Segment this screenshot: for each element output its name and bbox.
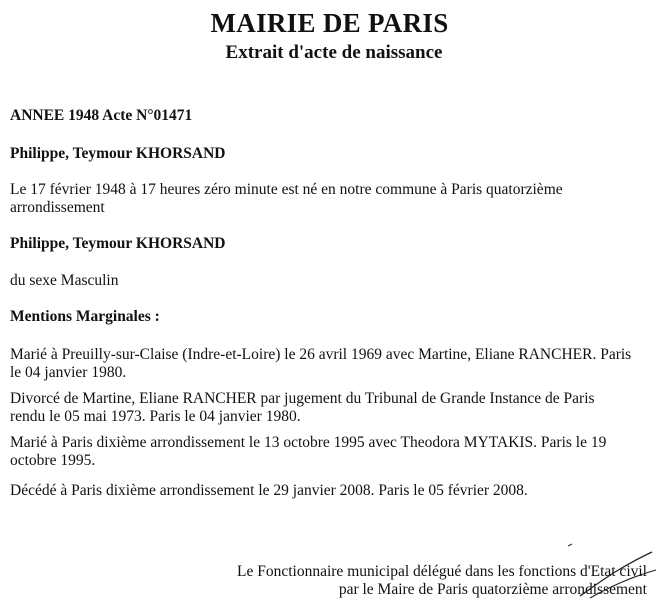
person-name-heading: Philippe, Teymour KHORSAND: [10, 145, 226, 162]
birth-statement-line-2: arrondissement: [10, 199, 105, 216]
mention-divorce-line-1: Divorcé de Martine, Eliane RANCHER par jugement du Tribunal de Grande Instance de Paris: [10, 390, 595, 407]
mention-marriage-1-line-2: le 04 janvier 1980.: [10, 364, 127, 381]
person-name-repeat: Philippe, Teymour KHORSAND: [10, 235, 226, 252]
mention-marriage-2-line-1: Marié à Paris dixième arrondissement le 13 octobre 1995 avec Theodora MYTAKIS. Paris le 19: [10, 434, 607, 451]
signature-line-1: Le Fonctionnaire municipal délégué dans les fonctions d'Etat civil: [237, 563, 647, 580]
mention-divorce-line-2: rendu le 05 mai 1973. Paris le 04 janvier 1980.: [10, 408, 301, 425]
signature-line-2: par le Maire de Paris quatorzième arrondissement: [338, 581, 647, 598]
marginal-mentions-heading: Mentions Marginales :: [10, 308, 160, 325]
mention-death: Décédé à Paris dixième arrondissement le 29 janvier 2008. Paris le 05 février 2008.: [10, 482, 528, 499]
birth-statement-line-1: Le 17 février 1948 à 17 heures zéro minute est né en notre commune à Paris quatorzième: [10, 181, 563, 198]
sex-statement: du sexe Masculin: [10, 272, 119, 289]
document-subtitle: Extrait d'acte de naissance: [225, 42, 443, 63]
act-number: ANNEE 1948 Acte N°01471: [10, 107, 193, 124]
mention-marriage-2-line-2: octobre 1995.: [10, 452, 96, 469]
handwritten-signature-stroke: [560, 538, 659, 600]
document-title: MAIRIE DE PARIS: [210, 8, 449, 38]
mention-marriage-1-line-1: Marié à Preuilly-sur-Claise (Indre-et-Loire) le 26 avril 1969 avec Martine, Eliane RANCHER. Paris: [10, 346, 632, 363]
